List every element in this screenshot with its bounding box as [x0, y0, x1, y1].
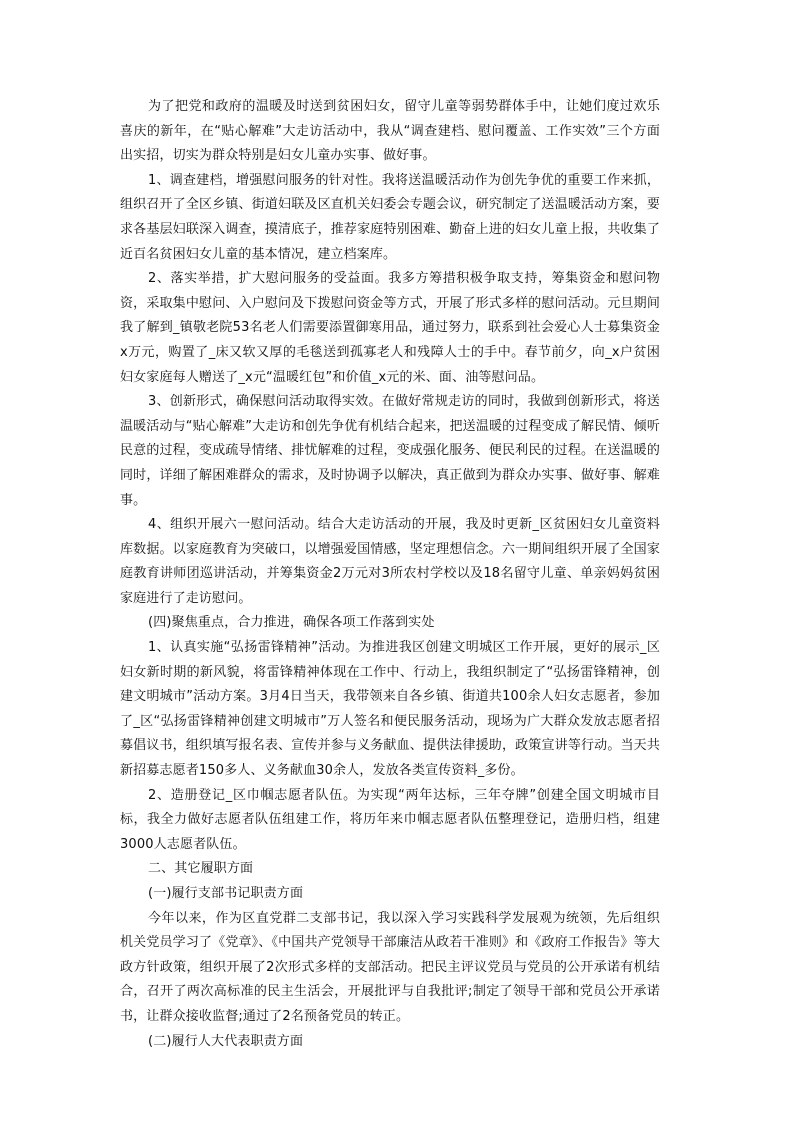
paragraph-volunteer-registry: 2、造册登记_区巾帼志愿者队伍。为实现“两年达标，三年夺牌”创建全国文明城市目标，我全力做好志愿者队伍组建工作，将历年来巾帼志愿者队伍整理登记，造册归档，组建3000人志愿者队伍。 [120, 787, 660, 852]
paragraph-survey-archive: 1、调查建档，增强慰问服务的针对性。我将送温暖活动作为创先争优的重要工作来抓，组织召开了全区乡镇、街道妇联及区直机关妇委会专题会议，研究制定了送温暖活动方案，要求各基层妇联深入调查，摸清底子，推荐家庭特别困难、勤奋上进的妇女儿童上报，共收集了近百名贫困妇女儿童的基本情况，建立档案库。 [120, 172, 660, 262]
paragraph-implement-measures: 2、落实举措，扩大慰问服务的受益面。我多方筹措积极争取支持，筹集资金和慰问物资，采取集中慰问、入户慰问及下拨慰问资金等方式，开展了形式多样的慰问活动。元旦期间我了解到_镇敬老院53名老人们需要添置御寒用品，通过努力，联系到社会爱心人士募集资金x万元，购置了_床又软又厚的毛毯送到孤寡老人和残障人士的手中。春节前夕，向_x户贫困妇女家庭每人赠送了_x元“温暖红包”和价值_x元的米、面、油等慰问品。 [120, 271, 660, 385]
section-heading-other-duties: 二、其它履职方面 [148, 861, 254, 877]
paragraph-lei-feng: 1、认真实施“弘扬雷锋精神”活动。为推进我区创建文明城区工作开展，更好的展示_区妇女新时期的新风貌，将雷锋精神体现在工作中、行动上，我组织制定了“弘扬雷锋精神，创建文明城市”活动方案。3月4日当天，我带领来自各乡镇、街道共100余人妇女志愿者，参加了_区“弘扬雷锋精神创建文明城市”万人签名和便民服务活动，现场为广大群众发放志愿者招募倡议书，组织填写报名表、宣传并参与义务献血、提供法律援助，政策宣讲等行动。当天共新招募志愿者150多人、义务献血30余人，发放各类宣传资料_多份。 [120, 640, 660, 779]
section-heading-focus: (四)聚焦重点，合力推进，确保各项工作落到实处 [148, 615, 435, 631]
paragraph-innovate-forms: 3、创新形式，确保慰问活动取得实效。在做好常规走访的同时，我做到创新形式，将送温暖活动与“贴心解难”大走访和创先争优有机结合起来，把送温暖的过程变成了解民情、倾听民意的过程，变成疏导情绪、排忧解难的过程，变成强化服务、便民利民的过程。在送温暖的同时，详细了解困难群众的需求，及时协调予以解决，真正做到为群众办实事、做好事、解难事。 [120, 394, 660, 508]
paragraph-branch-secretary: 今年以来，作为区直党群二支部书记，我以深入学习实践科学发展观为统领，先后组织机关党员学习了《党章》、《中国共产党领导干部廉洁从政若干准则》和《政府工作报告》等大政方针政策，组织开展了2次形式多样的支部活动。把民主评议党员与党员的公开承诺有机结合，召开了两次高标准的民主生活会，开展批评与自我批评;制定了领导干部和党员公开承诺书，让群众接收监督;通过了2名预备党员的转正。 [120, 910, 660, 1024]
subsection-heading-npc-deputy: (二)履行人大代表职责方面 [148, 1033, 304, 1049]
intro-paragraph: 为了把党和政府的温暖及时送到贫困妇女，留守儿童等弱势群体手中，让她们度过欢乐喜庆的新年，在“贴心解难”大走访活动中，我从“调查建档、慰问覆盖、工作实效”三个方面出实招，切实为群众特别是妇女儿童办实事、做好事。 [120, 99, 660, 164]
subsection-heading-branch-secretary: (一)履行支部书记职责方面 [148, 886, 304, 901]
paragraph-childrens-day: 4、组织开展六一慰问活动。结合大走访活动的开展，我及时更新_区贫困妇女儿童资料库数据。以家庭教育为突破口，以增强爱国情感，坚定理想信念。六一期间组织开展了全国家庭教育讲师团巡讲活动，并筹集资金2万元对3所农村学校以及18名留守儿童、单亲妈妈贫困家庭进行了走访慰问。 [120, 517, 660, 606]
document-page [120, 95, 660, 1054]
